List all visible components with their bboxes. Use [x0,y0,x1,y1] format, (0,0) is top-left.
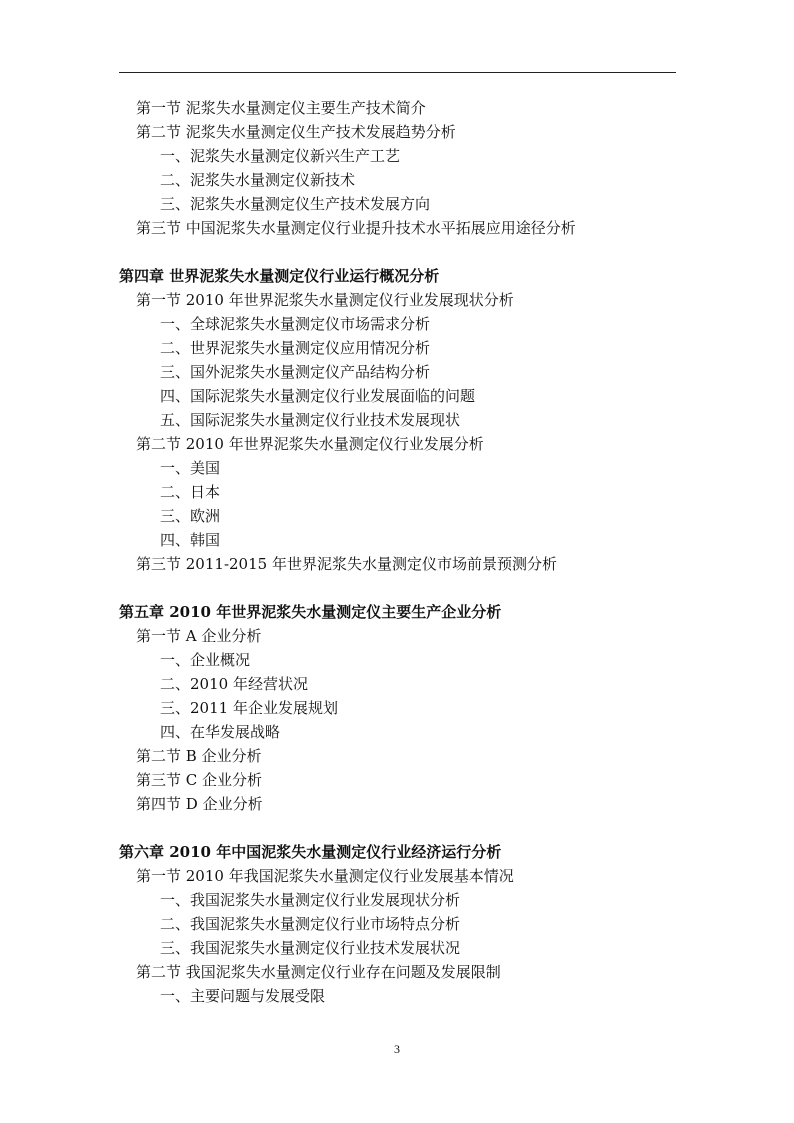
toc-item: 一、企业概况 [160,651,251,669]
toc-item: 三、我国泥浆失水量测定仪行业技术发展状况 [160,939,461,957]
toc-item: 三、国外泥浆失水量测定仪产品结构分析 [160,363,431,381]
toc-chapter: 第六章 2010 年中国泥浆失水量测定仪行业经济运行分析 [119,843,502,861]
toc-item: 三、欧洲 [160,507,221,525]
toc-item: 四、在华发展战略 [160,723,281,741]
toc-section: 第三节 中国泥浆失水量测定仪行业提升技术水平拓展应用途径分析 [136,219,576,237]
toc-item: 一、泥浆失水量测定仪新兴生产工艺 [160,147,401,165]
toc-section: 第三节 2011-2015 年世界泥浆失水量测定仪市场前景预测分析 [136,555,557,573]
toc-section: 第二节 B 企业分析 [136,747,262,765]
toc-chapter: 第五章 2010 年世界泥浆失水量测定仪主要生产企业分析 [119,603,502,621]
toc-section: 第一节 2010 年我国泥浆失水量测定仪行业发展基本情况 [136,867,514,885]
toc-item: 二、2010 年经营状况 [160,675,308,693]
toc-item: 二、泥浆失水量测定仪新技术 [160,171,356,189]
toc-item: 三、泥浆失水量测定仪生产技术发展方向 [160,195,431,213]
header-rule [119,72,676,73]
toc-item: 一、美国 [160,459,221,477]
toc-section: 第三节 C 企业分析 [136,771,263,789]
toc-item: 三、2011 年企业发展规划 [160,699,338,717]
toc-section: 第四节 D 企业分析 [136,795,263,813]
toc-item: 四、国际泥浆失水量测定仪行业发展面临的问题 [160,387,476,405]
toc-item: 一、全球泥浆失水量测定仪市场需求分析 [160,315,431,333]
toc-item: 二、世界泥浆失水量测定仪应用情况分析 [160,339,431,357]
toc-chapter: 第四章 世界泥浆失水量测定仪行业运行概况分析 [119,267,440,285]
toc-item: 四、韩国 [160,531,221,549]
toc-section: 第二节 2010 年世界泥浆失水量测定仪行业发展分析 [136,435,484,453]
toc-item: 一、我国泥浆失水量测定仪行业发展现状分析 [160,891,461,909]
toc-section: 第一节 A 企业分析 [136,627,262,645]
page-number: 3 [394,1042,400,1056]
toc-section: 第二节 我国泥浆失水量测定仪行业存在问题及发展限制 [136,963,501,981]
toc-section: 第二节 泥浆失水量测定仪生产技术发展趋势分析 [136,123,456,141]
toc-item: 一、主要问题与发展受限 [160,987,326,1005]
toc-section: 第一节 泥浆失水量测定仪主要生产技术简介 [136,99,426,117]
toc-section: 第一节 2010 年世界泥浆失水量测定仪行业发展现状分析 [136,291,514,309]
toc-item: 二、我国泥浆失水量测定仪行业市场特点分析 [160,915,461,933]
toc-item: 五、国际泥浆失水量测定仪行业技术发展现状 [160,411,461,429]
toc-item: 二、日本 [160,483,221,501]
